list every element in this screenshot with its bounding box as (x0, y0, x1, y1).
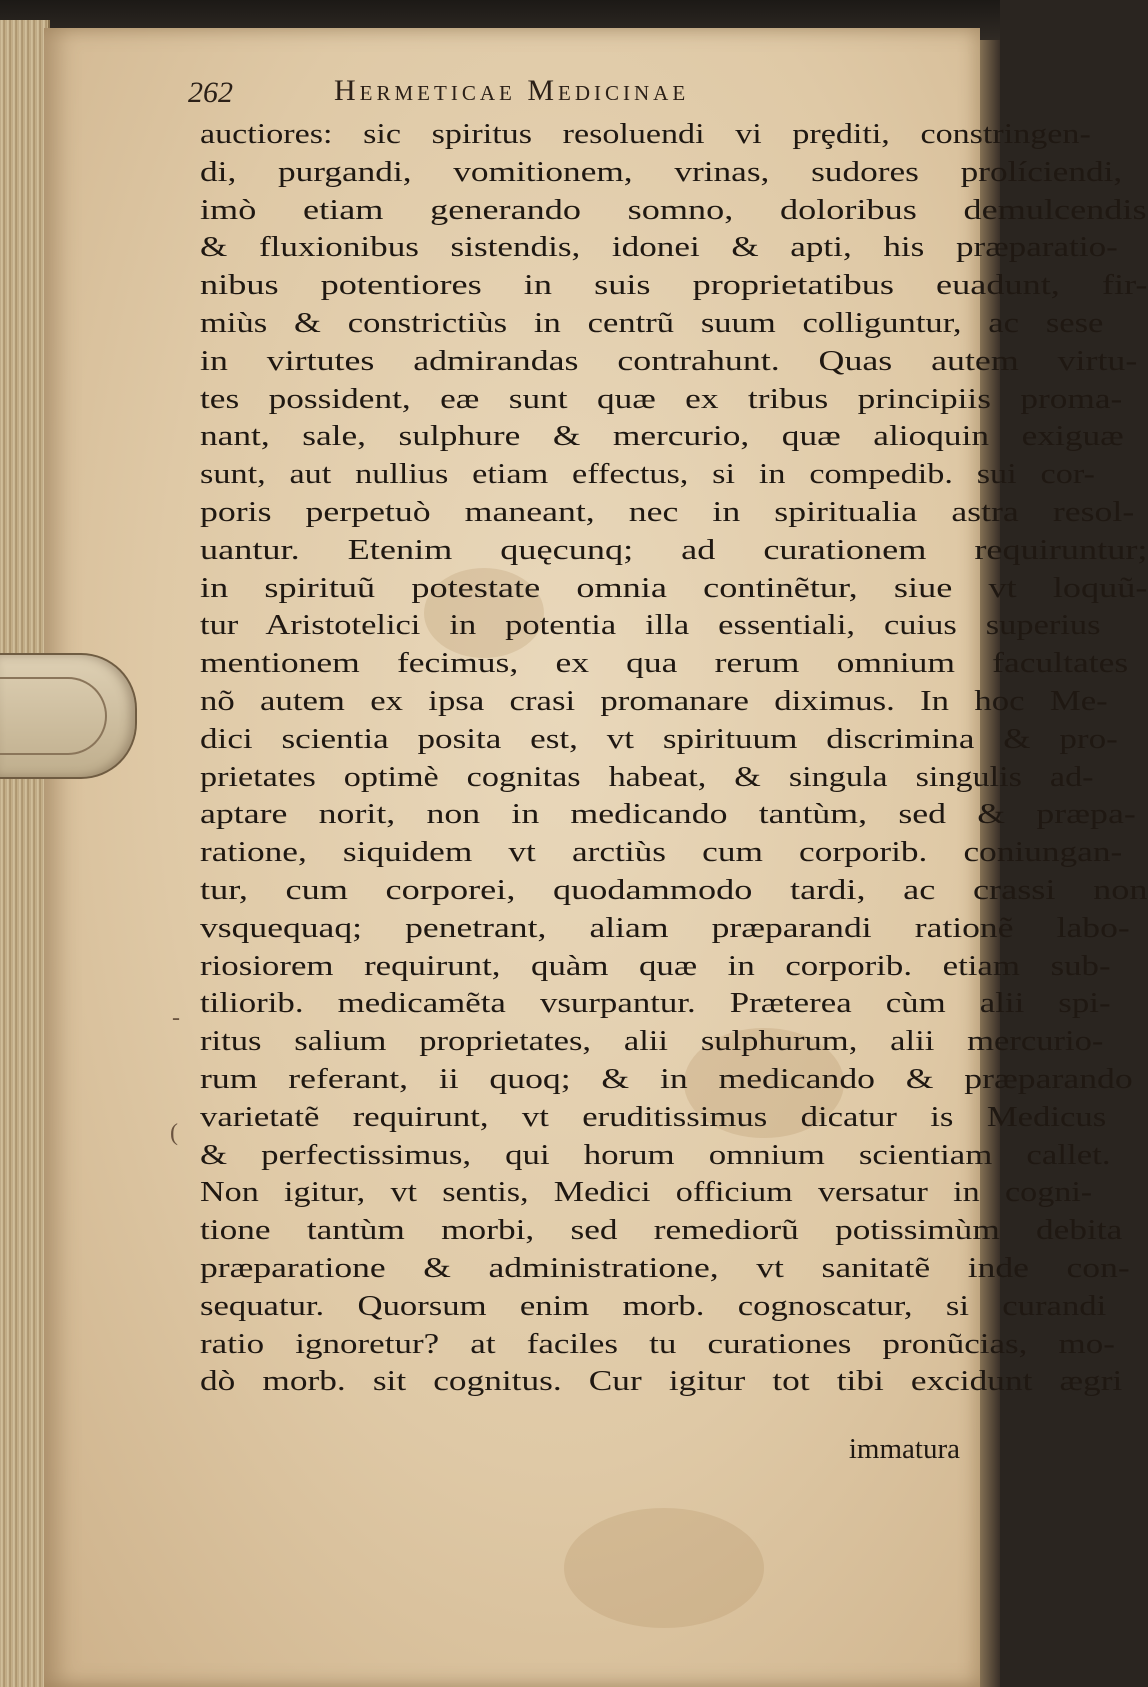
text-line: uantur. Etenim quęcunq; ad curationem requiruntur; (200, 533, 1148, 566)
text-line: miùs & constrictiùs in centrũ suum colliguntur, ac sese (200, 306, 1104, 339)
text-line: in virtutes admirandas contrahunt. Quas autem virtu- (200, 344, 1138, 377)
text-line: poris perpetuò maneant, nec in spiritualia astra resol- (200, 495, 1135, 528)
running-title: Hermeticae Medicinae (334, 74, 690, 107)
text-line: nõ autem ex ipsa crasi promanare diximus. In hoc Me- (200, 684, 1108, 717)
text-line: Non igitur, vt sentis, Medici officium versatur in cogni- (200, 1176, 1093, 1209)
text-line: nant, sale, sulphure & mercurio, quæ alioquin exiguæ (200, 420, 1124, 453)
text-line: tur, cum corporei, quodammodo tardi, ac crassi non (200, 873, 1148, 906)
text-line: prietates optimè cognitas habeat, & singula singulis ad- (200, 760, 1094, 793)
page-number: 262 (188, 76, 233, 109)
text-line: sunt, aut nullius etiam effectus, si in compedib. sui cor- (200, 458, 1095, 491)
text-line: & perfectissimus, qui horum omnium scientiam callet. (200, 1138, 1111, 1171)
text-line: tiliorib. medicamẽta vsurpantur. Præterea cùm alii spi- (200, 987, 1111, 1020)
text-line: tur Aristotelici in potentia illa essentiali, cuius superius (200, 609, 1101, 642)
foxing-stain (564, 1508, 764, 1628)
margin-mark: - (172, 1005, 180, 1031)
text-line: imò etiam generando somno, doloribus demulcendis (200, 193, 1147, 226)
page-header (188, 72, 988, 116)
text-line: varietatẽ requirunt, vt eruditissimus dicatur is Medicus (200, 1100, 1107, 1133)
text-line: præparatione & administratione, vt sanitatẽ inde con- (200, 1251, 1130, 1284)
text-line: rum referant, ii quoq; & in medicando & præparando (200, 1062, 1133, 1095)
text-line: sequatur. Quorsum enim morb. cognoscatur, si curandi (200, 1289, 1107, 1322)
text-line: tes possident, eæ sunt quæ ex tribus principiis proma- (200, 382, 1123, 415)
clasp-strap (0, 653, 137, 779)
text-line: riosiorem requirunt, quàm quæ in corporib. etiam sub- (200, 949, 1111, 982)
text-line: auctiores: sic spiritus resoluendi vi prȩditi, constringen- (200, 118, 1091, 150)
text-line: di, purgandi, vomitionem, vrinas, sudores prolíciendi, (200, 155, 1123, 188)
text-line: & fluxionibus sistendis, idonei & apti, his præparatio- (200, 231, 1118, 264)
text-line: tione tantùm morbi, sed remediorũ potissimùm debita (200, 1214, 1123, 1247)
text-line: nibus potentiores in suis proprietatibus euadunt, fir- (200, 269, 1148, 302)
text-line: aptare norit, non in medicando tantùm, sed & præpa- (200, 798, 1136, 831)
page-edges (0, 20, 50, 1687)
margin-mark: ( (170, 1120, 178, 1146)
body-text (200, 116, 1148, 1401)
text-line: dò morb. sit cognitus. Cur igitur tot tibi excidunt ægri (200, 1365, 1123, 1398)
text-line: mentionem fecimus, ex qua rerum omnium facultates (200, 647, 1129, 680)
text-line: ratio ignoretur? at faciles tu curationes pronũcias, mo- (200, 1327, 1115, 1360)
text-line: ritus salium proprietates, alii sulphurum, alii mercurio- (200, 1025, 1104, 1058)
catchword: immatura (848, 1433, 960, 1465)
text-line: ratione, siquidem vt arctiùs cum corporib. coniungan- (200, 836, 1123, 869)
text-line: dici scientia posita est, vt spirituum discrimina & pro- (200, 722, 1118, 755)
text-line: vsquequaq; penetrant, aliam præparandi rationẽ labo- (200, 911, 1130, 944)
text-line: in spirituũ potestate omnia continẽtur, siue vt loquũ- (200, 571, 1148, 604)
